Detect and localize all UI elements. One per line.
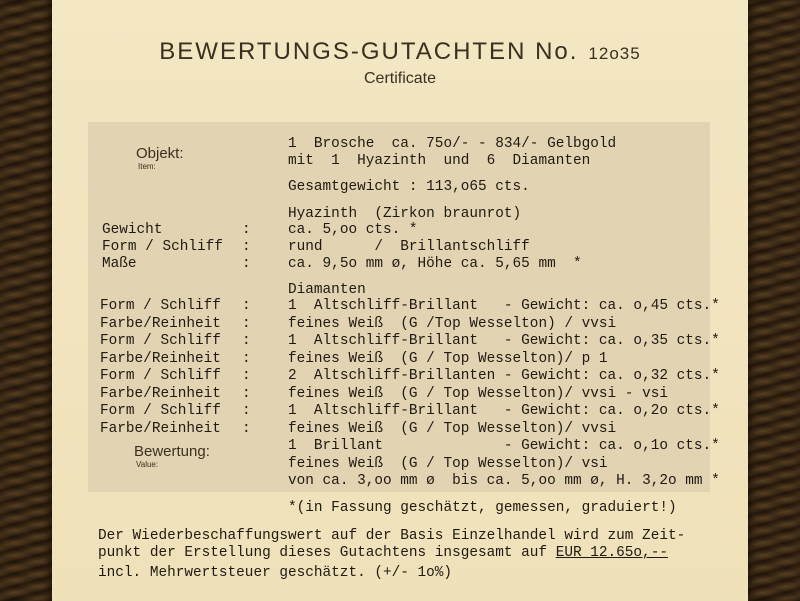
hyacinth-weight-colon: :: [242, 222, 251, 238]
object-label: [136, 146, 184, 171]
valuation-line-2: feines Weiß (G / Top Wesselton)/ vsi: [288, 456, 608, 472]
hyacinth-size-colon: :: [242, 256, 251, 272]
diamond-row-colon: :: [242, 421, 251, 437]
diamond-row-value: feines Weiß (G /Top Wesselton) / vvsi: [288, 316, 617, 332]
diamond-row-label: Farbe/Reinheit: [100, 386, 221, 402]
hyacinth-cut-label: Form / Schliff: [102, 239, 223, 255]
valuation-line-3: von ca. 3,oo mm ø bis ca. 5,oo mm ø, H. 3,2o mm *: [288, 473, 720, 489]
hyacinth-size-label: Maße: [102, 256, 137, 272]
diamond-row-value: 1 Altschliff-Brillant - Gewicht: ca. o,2o cts.*: [288, 403, 720, 419]
diamond-row-value: 2 Altschliff-Brillanten - Gewicht: ca. o,32 cts.*: [288, 368, 720, 384]
valuation-amount: EUR 12.65o,--: [555, 545, 668, 561]
certificate-subtitle: Certificate: [363, 70, 437, 87]
diamond-row-value: feines Weiß (G / Top Wesselton)/ p 1: [288, 351, 608, 367]
footer-line-2-text: punkt der Erstellung dieses Gutachtens insgesamt auf: [98, 545, 556, 561]
hyacinth-weight-label: Gewicht: [102, 222, 163, 238]
diamond-row-value: feines Weiß (G / Top Wesselton)/ vvsi: [288, 421, 617, 437]
diamond-row-label: Form / Schliff: [100, 333, 221, 349]
diamond-row-label: Form / Schliff: [100, 298, 221, 314]
right-decorative-border: [748, 0, 800, 601]
diamond-row-colon: :: [242, 333, 251, 349]
diamond-row-label: Farbe/Reinheit: [100, 351, 221, 367]
footer-line-3: incl. Mehrwertsteuer geschätzt. (+/- 1o%): [98, 565, 453, 581]
certificate-number: 12o35: [588, 44, 641, 63]
footer-line-2: [98, 545, 668, 562]
diamond-row-label: Farbe/Reinheit: [100, 316, 221, 332]
title-text: BEWERTUNGS-GUTACHTEN No.: [159, 38, 579, 65]
diamond-row-colon: :: [242, 298, 251, 314]
diamonds-heading: Diamanten: [288, 282, 366, 298]
certificate-title: [0, 38, 800, 66]
diamond-row-label: Form / Schliff: [100, 403, 221, 419]
hyacinth-cut-value: rund / Brillantschliff: [288, 239, 530, 255]
diamond-row-colon: :: [242, 386, 251, 402]
valuation-line-1: 1 Brillant - Gewicht: ca. o,1o cts.*: [288, 438, 720, 454]
diamond-row-colon: :: [242, 403, 251, 419]
valuation-label-text: Bewertung:: [134, 443, 210, 460]
object-sublabel: Item:: [138, 162, 156, 171]
object-line-1: 1 Brosche ca. 75o/- - 834/- Gelbgold: [288, 136, 617, 152]
left-decorative-border: [0, 0, 52, 601]
footer-line-1: Der Wiederbeschaffungswert auf der Basis Einzelhandel wird zum Zeit-: [98, 528, 686, 544]
valuation-label: [134, 444, 210, 469]
hyacinth-size-value: ca. 9,5o mm ø, Höhe ca. 5,65 mm *: [288, 256, 582, 272]
diamond-row-label: Farbe/Reinheit: [100, 421, 221, 437]
diamond-row-colon: :: [242, 351, 251, 367]
diamond-row-value: 1 Altschliff-Brillant - Gewicht: ca. o,35 cts.*: [288, 333, 720, 349]
diamond-row-label: Form / Schliff: [100, 368, 221, 384]
object-label-text: Objekt:: [136, 145, 184, 162]
diamond-row-colon: :: [242, 316, 251, 332]
diamond-row-value: feines Weiß (G / Top Wesselton)/ vvsi - vsi: [288, 386, 668, 402]
total-weight: Gesamtgewicht : 113,o65 cts.: [288, 179, 530, 195]
diamond-row-colon: :: [242, 368, 251, 384]
valuation-sublabel: Value:: [136, 460, 159, 469]
hyacinth-cut-colon: :: [242, 239, 251, 255]
valuation-note: *(in Fassung geschätzt, gemessen, graduiert!): [288, 500, 677, 516]
hyacinth-weight-value: ca. 5,oo cts. *: [288, 222, 418, 238]
diamond-row-value: 1 Altschliff-Brillant - Gewicht: ca. o,45 cts.*: [288, 298, 720, 314]
hyacinth-heading: Hyazinth (Zirkon braunrot): [288, 206, 522, 222]
object-line-2: mit 1 Hyazinth und 6 Diamanten: [288, 153, 591, 169]
